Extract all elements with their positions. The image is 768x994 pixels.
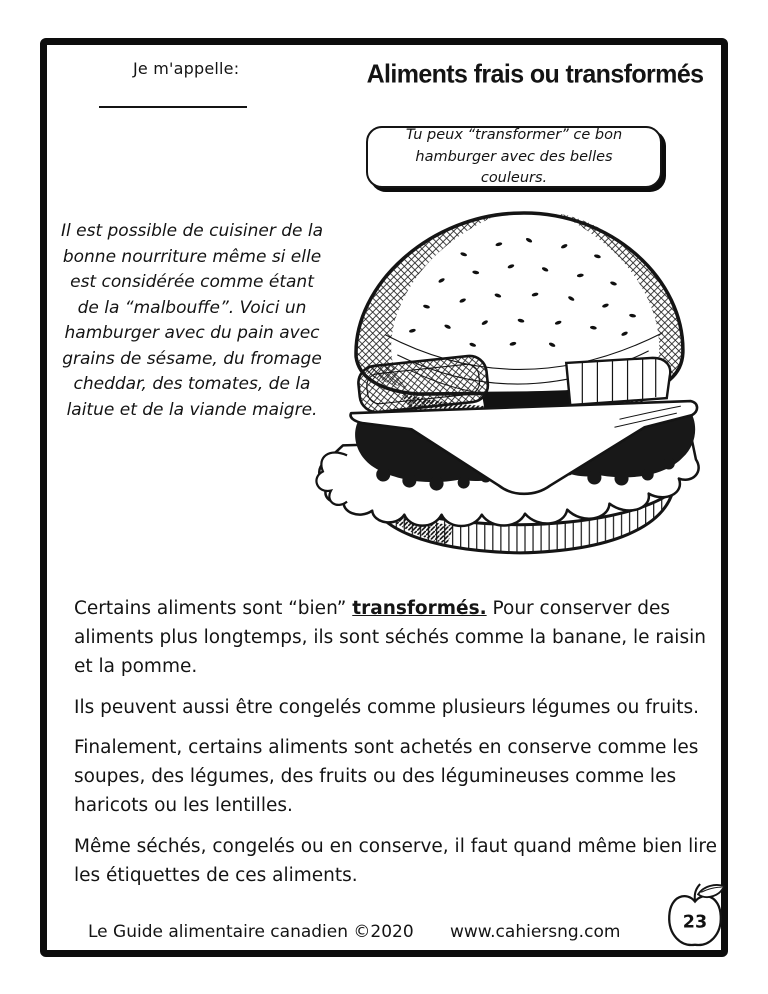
name-blank-line	[99, 86, 247, 108]
paragraph-3: Finalement, certains aliments sont achetés en conserve comme les soupes, des légumes, des fruits ou des légumineuses comme les haricots ou les lentilles.	[74, 736, 699, 817]
paragraph-4: Même séchés, congelés ou en conserve, il faut quand même bien lire les étiquettes de ces aliments.	[74, 835, 717, 886]
footer-source: Le Guide alimentaire canadien ©2020	[88, 922, 414, 942]
intro-paragraph: Il est possible de cuisiner de la bonne nourriture même si elle est considérée comme étant de la “malbouffe”. Voici un hamburger avec du pain avec grains de sésame, du fromage cheddar, des tomates, de la laitue et de la viande maigre.	[60, 221, 324, 420]
paragraph-1-emphasis: transformés.	[352, 598, 487, 619]
body-text	[74, 594, 728, 901]
speech-bubble	[366, 126, 662, 188]
name-label: Je m'appelle:	[133, 59, 240, 78]
paragraph-1	[74, 594, 728, 682]
page-title: Aliments frais ou transformés	[366, 59, 704, 89]
speech-bubble-text: Tu peux “transformer” ce bon hamburger avec des belles couleurs.	[405, 127, 623, 186]
paragraph-2: Ils peuvent aussi être congelés comme plusieurs légumes ou fruits.	[74, 696, 699, 718]
apple-icon	[662, 882, 728, 952]
paragraph-1-end: Pour conserver des aliments plus longtemps, ils sont séchés comme la banane, le raisin et la pomme.	[74, 598, 706, 678]
paragraph-1-start: Certains aliments sont “bien”	[74, 598, 353, 619]
footer-website: www.cahiersng.com	[450, 922, 621, 942]
hamburger-icon	[312, 196, 736, 568]
page-number: 23	[682, 912, 708, 933]
